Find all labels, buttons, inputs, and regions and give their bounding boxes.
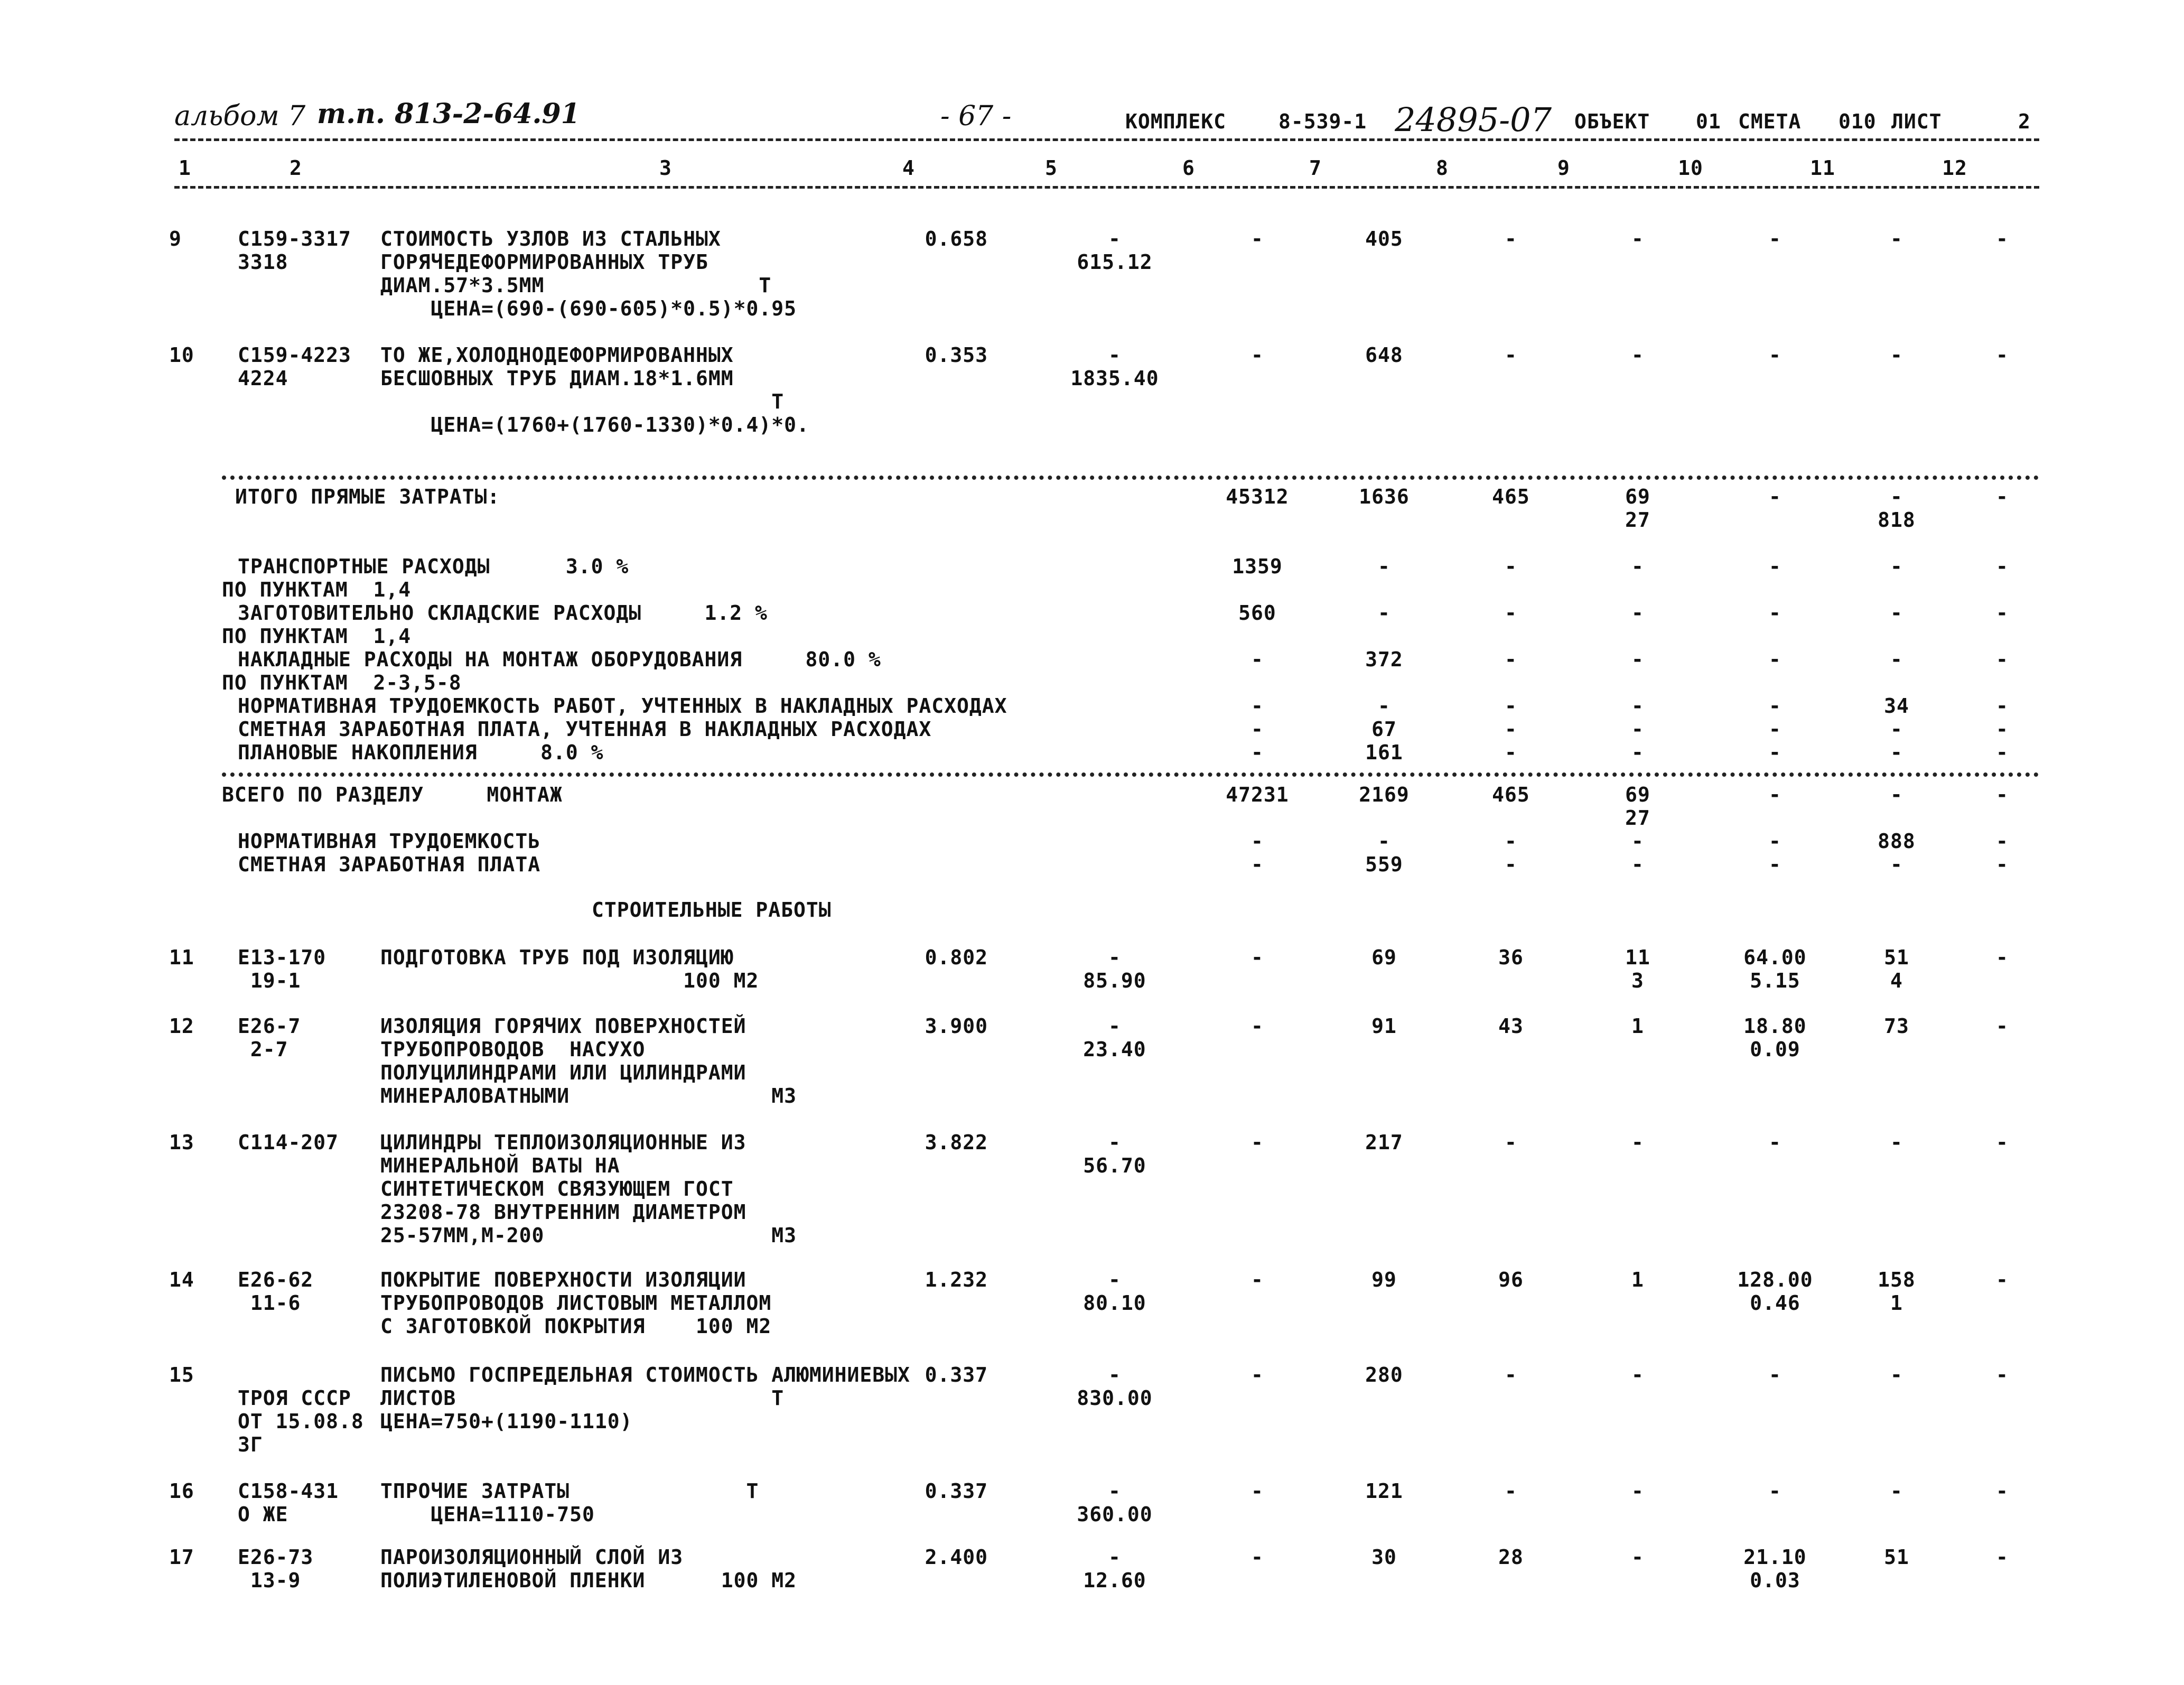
overhead-line-c8: - — [1505, 741, 1517, 764]
row-12-number: 12 — [169, 1014, 194, 1038]
section-title: СТРОИТЕЛЬНЫЕ РАБОТЫ — [592, 898, 832, 921]
row-13-description: ЦИЛИНДРЫ ТЕПЛОИЗОЛЯЦИОННЫЕ ИЗ — [380, 1131, 746, 1154]
norm-labor-label: НОРМАТИВНАЯ ТРУДОЕМКОСТЬ — [238, 830, 541, 853]
row-15-c11: - — [1890, 1363, 1903, 1386]
row-17-code: Е26-73 — [238, 1546, 314, 1569]
row-12-code: Е26-7 — [238, 1014, 301, 1038]
overhead-line-c10: - — [1769, 601, 1781, 625]
row-17-unit-cost-mark: - — [1108, 1546, 1121, 1569]
overhead-line-c7: - — [1378, 555, 1390, 578]
doc-number: 24895-07 — [1395, 100, 1552, 139]
overhead-line-c6: - — [1251, 694, 1264, 718]
norm-labor-c10: - — [1769, 830, 1781, 853]
row-9-code: С159-3317 — [238, 227, 351, 250]
row-14-code: Е26-62 — [238, 1268, 314, 1291]
row-16-unit-cost: 360.00 — [1077, 1503, 1153, 1526]
row-12-quantity: 3.900 — [925, 1014, 988, 1038]
overhead-line-c8: - — [1505, 648, 1517, 671]
column-header-7: 7 — [1309, 156, 1322, 180]
row-11-c11-sub: 4 — [1890, 969, 1903, 992]
section-total-label: ВСЕГО ПО РАЗДЕЛУ МОНТАЖ — [222, 783, 563, 806]
row-13-c7: 217 — [1365, 1131, 1403, 1154]
row-9-c6: - — [1251, 227, 1264, 250]
row-14-unit-cost-mark: - — [1108, 1268, 1121, 1291]
row-12-c10-sub: 0.09 — [1750, 1038, 1800, 1061]
row-13-description: 23208-78 ВНУТРЕННИМ ДИАМЕТРОМ — [380, 1200, 746, 1224]
overhead-line-c12: - — [1996, 648, 2009, 671]
overhead-line-c8: - — [1505, 555, 1517, 578]
section-total-c12: - — [1996, 783, 2009, 806]
column-header-11: 11 — [1810, 156, 1835, 180]
overhead-line-c10: - — [1769, 648, 1781, 671]
section-total-c8: 465 — [1492, 783, 1530, 806]
overhead-line-c10: - — [1769, 694, 1781, 718]
row-15-c6: - — [1251, 1363, 1264, 1386]
row-13-unit-cost: 56.70 — [1083, 1154, 1146, 1177]
row-12-code: 2-7 — [238, 1038, 288, 1061]
row-10-unit-cost-mark: - — [1108, 343, 1121, 367]
row-10-description: ЦЕНА=(1760+(1760-1330)*0.4)*0. — [380, 413, 809, 436]
overhead-line-c10: - — [1769, 718, 1781, 741]
overhead-line-c8: - — [1505, 601, 1517, 625]
row-10-c7: 648 — [1365, 343, 1403, 367]
direct-costs-c7: 1636 — [1359, 485, 1410, 508]
row-17-c10-sub: 0.03 — [1750, 1569, 1800, 1592]
row-15-code: ТРОЯ СССР — [238, 1386, 351, 1410]
row-15-c10: - — [1769, 1363, 1781, 1386]
row-14-c8: 96 — [1498, 1268, 1524, 1291]
row-14-c11-sub: 1 — [1890, 1291, 1903, 1315]
overhead-line: ПЛАНОВЫЕ НАКОПЛЕНИЯ 8.0 % — [238, 741, 604, 764]
separator-dots — [222, 772, 2039, 777]
row-16-quantity: 0.337 — [925, 1479, 988, 1503]
direct-costs-c6: 45312 — [1226, 485, 1289, 508]
row-9-description: ЦЕНА=(690-(690-605)*0.5)*0.95 — [380, 297, 797, 320]
overhead-line-c12: - — [1996, 718, 2009, 741]
overhead-line-c6: - — [1251, 648, 1264, 671]
sheet-num: 2 — [2018, 110, 2031, 133]
row-12-unit-cost: 23.40 — [1083, 1038, 1146, 1061]
row-15-quantity: 0.337 — [925, 1363, 988, 1386]
overhead-line-c6: - — [1251, 741, 1264, 764]
overhead-line-c11: - — [1890, 741, 1903, 764]
direct-costs-c12: - — [1996, 485, 2009, 508]
row-13-c9: - — [1631, 1131, 1644, 1154]
row-17-c10: 21.10 — [1743, 1546, 1807, 1569]
row-9-c8: - — [1505, 227, 1517, 250]
wage-c9: - — [1631, 853, 1644, 876]
row-15-number: 15 — [169, 1363, 194, 1386]
row-16-number: 16 — [169, 1479, 194, 1503]
row-12-c7: 91 — [1371, 1014, 1397, 1038]
row-9-quantity: 0.658 — [925, 227, 988, 250]
row-16-c12: - — [1996, 1479, 2009, 1503]
row-11-c10-sub: 5.15 — [1750, 969, 1800, 992]
row-9-c10: - — [1769, 227, 1781, 250]
overhead-line-c6: - — [1251, 718, 1264, 741]
direct-costs-c8: 465 — [1492, 485, 1530, 508]
row-15-description: ЛИСТОВ Т — [380, 1386, 785, 1410]
row-11-c7: 69 — [1371, 946, 1397, 969]
row-9-c12: - — [1996, 227, 2009, 250]
row-17-c12: - — [1996, 1546, 2009, 1569]
row-15-unit-cost: 830.00 — [1077, 1386, 1153, 1410]
row-9-c9: - — [1631, 227, 1644, 250]
row-12-c12: - — [1996, 1014, 2009, 1038]
row-10-unit-cost: 1835.40 — [1070, 367, 1159, 390]
overhead-line-c10: - — [1769, 741, 1781, 764]
row-13-description: 25-57ММ,М-200 M3 — [380, 1224, 797, 1247]
overhead-line-c10: - — [1769, 555, 1781, 578]
row-13-c12: - — [1996, 1131, 2009, 1154]
overhead-line-c12: - — [1996, 741, 2009, 764]
overhead-line-c7: 372 — [1365, 648, 1403, 671]
row-10-description: ТО ЖЕ,ХОЛОДНОДЕФОРМИРОВАННЫХ — [380, 343, 734, 367]
row-15-unit-cost-mark: - — [1108, 1363, 1121, 1386]
row-10-number: 10 — [169, 343, 194, 367]
row-13-c11: - — [1890, 1131, 1903, 1154]
row-9-unit-cost: 615.12 — [1077, 250, 1153, 274]
wage-c8: - — [1505, 853, 1517, 876]
row-10-description: БЕСШОВНЫХ ТРУБ ДИАМ.18*1.6ММ — [380, 367, 734, 390]
row-9-number: 9 — [169, 227, 182, 250]
row-11-c6: - — [1251, 946, 1264, 969]
column-header-5: 5 — [1045, 156, 1058, 180]
row-11-c8: 36 — [1498, 946, 1524, 969]
wage-c10: - — [1769, 853, 1781, 876]
row-16-c7: 121 — [1365, 1479, 1403, 1503]
complex-label: КОМПЛЕКС — [1125, 110, 1227, 133]
overhead-line-c11: - — [1890, 555, 1903, 578]
column-header-3: 3 — [659, 156, 672, 180]
overhead-line-c6: 560 — [1238, 601, 1276, 625]
row-10-c6: - — [1251, 343, 1264, 367]
row-12-c10: 18.80 — [1743, 1014, 1807, 1038]
row-10-quantity: 0.353 — [925, 343, 988, 367]
row-10-code: С159-4223 — [238, 343, 351, 367]
overhead-line: НОРМАТИВНАЯ ТРУДОЕМКОСТЬ РАБОТ, УЧТЕННЫХ В НАКЛАДНЫХ РАСХОДАХ — [238, 694, 1007, 718]
page-number: - 67 - — [940, 100, 1012, 132]
overhead-line: НАКЛАДНЫЕ РАСХОДЫ НА МОНТАЖ ОБОРУДОВАНИЯ 80.0 % — [238, 648, 881, 671]
row-12-description: ТРУБОПРОВОДОВ НАСУХО — [380, 1038, 646, 1061]
row-15-c8: - — [1505, 1363, 1517, 1386]
overhead-line: ТРАНСПОРТНЫЕ РАСХОДЫ 3.0 % — [238, 555, 629, 578]
row-16-c11: - — [1890, 1479, 1903, 1503]
row-17-c9: - — [1631, 1546, 1644, 1569]
row-11-c12: - — [1996, 946, 2009, 969]
row-11-description: 100 М2 — [380, 969, 759, 992]
row-17-description: ПАРОИЗОЛЯЦИОННЫЙ СЛОЙ ИЗ — [380, 1546, 684, 1569]
row-16-c8: - — [1505, 1479, 1517, 1503]
row-10-c11: - — [1890, 343, 1903, 367]
wage-c7: 559 — [1365, 853, 1403, 876]
row-12-description: ИЗОЛЯЦИЯ ГОРЯЧИХ ПОВЕРХНОСТЕЙ — [380, 1014, 746, 1038]
section-total-c10: - — [1769, 783, 1781, 806]
overhead-line-c6: 1359 — [1232, 555, 1283, 578]
overhead-line-c9: - — [1631, 718, 1644, 741]
row-13-c6: - — [1251, 1131, 1264, 1154]
row-12-description: МИНЕРАЛОВАТНЫМИ M3 — [380, 1084, 797, 1107]
row-13-number: 13 — [169, 1131, 194, 1154]
row-14-c7: 99 — [1371, 1268, 1397, 1291]
row-10-code: 4224 — [238, 367, 288, 390]
row-13-description: СИНТЕТИЧЕСКОМ СВЯЗУЮЩЕМ ГОСТ — [380, 1177, 734, 1200]
row-10-c8: - — [1505, 343, 1517, 367]
row-11-unit-cost: 85.90 — [1083, 969, 1146, 992]
direct-costs-label: ИТОГО ПРЯМЫЕ ЗАТРАТЫ: — [235, 485, 500, 508]
overhead-line-c8: - — [1505, 694, 1517, 718]
row-13-c8: - — [1505, 1131, 1517, 1154]
overhead-line-c12: - — [1996, 694, 2009, 718]
section-total-c9-sub: 27 — [1625, 806, 1650, 830]
row-11-c9: 11 — [1625, 946, 1650, 969]
norm-labor-c12: - — [1996, 830, 2009, 853]
row-11-c11: 51 — [1884, 946, 1909, 969]
album-label: альбом 7 — [174, 100, 306, 132]
smeta-num: 010 — [1838, 110, 1877, 133]
object-label: ОБЪЕКТ — [1574, 110, 1650, 133]
overhead-line-c11: - — [1890, 601, 1903, 625]
overhead-line-c9: - — [1631, 694, 1644, 718]
overhead-line: ПО ПУНКТАМ 1,4 — [222, 578, 412, 601]
row-11-description: ПОДГОТОВКА ТРУБ ПОД ИЗОЛЯЦИЮ — [380, 946, 734, 969]
row-9-code: 3318 — [238, 250, 288, 274]
row-10-description: Т — [380, 390, 785, 413]
row-12-description: ПОЛУЦИЛИНДРАМИ ИЛИ ЦИЛИНДРАМИ — [380, 1061, 746, 1084]
row-14-c11: 158 — [1878, 1268, 1916, 1291]
row-13-quantity: 3.822 — [925, 1131, 988, 1154]
row-13-description: МИНЕРАЛЬНОЙ ВАТЫ НА — [380, 1154, 620, 1177]
row-12-unit-cost-mark: - — [1108, 1014, 1121, 1038]
row-14-c10-sub: 0.46 — [1750, 1291, 1800, 1315]
sheet-label: ЛИСТ — [1891, 110, 1942, 133]
column-header-9: 9 — [1557, 156, 1570, 180]
column-header-6: 6 — [1182, 156, 1195, 180]
overhead-line-c7: 161 — [1365, 741, 1403, 764]
row-12-c6: - — [1251, 1014, 1264, 1038]
row-14-c9: 1 — [1631, 1268, 1644, 1291]
wage-c6: - — [1251, 853, 1264, 876]
column-header-8: 8 — [1436, 156, 1449, 180]
row-9-description: СТОИМОСТЬ УЗЛОВ ИЗ СТАЛЬНЫХ — [380, 227, 721, 250]
wage-label: СМЕТНАЯ ЗАРАБОТНАЯ ПЛАТА — [238, 853, 541, 876]
row-17-description: ПОЛИЭТИЛЕНОВОЙ ПЛЕНКИ 100 М2 — [380, 1569, 797, 1592]
row-11-number: 11 — [169, 946, 194, 969]
section-total-c9: 69 — [1625, 783, 1650, 806]
overhead-line-c11: - — [1890, 718, 1903, 741]
row-14-unit-cost: 80.10 — [1083, 1291, 1146, 1315]
row-9-c11: - — [1890, 227, 1903, 250]
row-12-c11: 73 — [1884, 1014, 1909, 1038]
direct-costs-c11: - — [1890, 485, 1903, 508]
row-17-unit-cost: 12.60 — [1083, 1569, 1146, 1592]
row-17-c7: 30 — [1371, 1546, 1397, 1569]
tp-number: т.п. 813-2-64.91 — [317, 98, 580, 130]
section-total-c11: - — [1890, 783, 1903, 806]
overhead-line: СМЕТНАЯ ЗАРАБОТНАЯ ПЛАТА, УЧТЕННАЯ В НАКЛАДНЫХ РАСХОДАХ — [238, 718, 932, 741]
norm-labor-c9: - — [1631, 830, 1644, 853]
row-16-unit-cost-mark: - — [1108, 1479, 1121, 1503]
row-17-c6: - — [1251, 1546, 1264, 1569]
row-11-c9-sub: 3 — [1631, 969, 1644, 992]
row-16-description: ТПРОЧИЕ ЗАТРАТЫ Т — [380, 1479, 759, 1503]
row-16-description: ЦЕНА=1110-750 — [380, 1503, 595, 1526]
row-15-description: ПИСЬМО ГОСПРЕДЕЛЬНАЯ СТОИМОСТЬ АЛЮМИНИЕВЫХ — [380, 1363, 910, 1386]
row-15-code: ОТ 15.08.8 — [238, 1410, 364, 1433]
row-12-c9: 1 — [1631, 1014, 1644, 1038]
section-total-c7: 2169 — [1359, 783, 1410, 806]
column-header-4: 4 — [902, 156, 915, 180]
object-num: 01 — [1696, 110, 1721, 133]
overhead-line-c9: - — [1631, 555, 1644, 578]
header-rule — [174, 138, 2039, 141]
row-13-code: С114-207 — [238, 1131, 339, 1154]
norm-labor-c8: - — [1505, 830, 1517, 853]
row-14-c6: - — [1251, 1268, 1264, 1291]
row-14-description: ТРУБОПРОВОДОВ ЛИСТОВЫМ МЕТАЛЛОМ — [380, 1291, 772, 1315]
overhead-line: ПО ПУНКТАМ 2-3,5-8 — [222, 671, 462, 694]
row-16-c6: - — [1251, 1479, 1264, 1503]
row-14-c12: - — [1996, 1268, 2009, 1291]
wage-c11: - — [1890, 853, 1903, 876]
row-10-c10: - — [1769, 343, 1781, 367]
smeta-label: СМЕТА — [1738, 110, 1802, 133]
row-10-c12: - — [1996, 343, 2009, 367]
wage-c12: - — [1996, 853, 2009, 876]
row-14-number: 14 — [169, 1268, 194, 1291]
row-12-c8: 43 — [1498, 1014, 1524, 1038]
overhead-line-c9: - — [1631, 741, 1644, 764]
row-17-number: 17 — [169, 1546, 194, 1569]
row-16-code: С158-431 — [238, 1479, 339, 1503]
column-header-2: 2 — [290, 156, 302, 180]
row-13-c10: - — [1769, 1131, 1781, 1154]
row-11-code: 19-1 — [238, 969, 301, 992]
row-16-c9: - — [1631, 1479, 1644, 1503]
row-9-description: ГОРЯЧЕДЕФОРМИРОВАННЫХ ТРУБ — [380, 250, 708, 274]
direct-costs-c11-sub: 818 — [1878, 508, 1916, 532]
row-9-description: ДИАМ.57*3.5ММ Т — [380, 274, 772, 297]
row-9-unit-cost-mark: - — [1108, 227, 1121, 250]
row-11-code: Е13-170 — [238, 946, 326, 969]
overhead-line-c11: - — [1890, 648, 1903, 671]
row-16-code: О ЖЕ — [238, 1503, 288, 1526]
row-10-c9: - — [1631, 343, 1644, 367]
overhead-line: ЗАГОТОВИТЕЛЬНО СКЛАДСКИЕ РАСХОДЫ 1.2 % — [238, 601, 768, 625]
row-15-c9: - — [1631, 1363, 1644, 1386]
overhead-line-c12: - — [1996, 555, 2009, 578]
column-header-1: 1 — [179, 156, 191, 180]
overhead-line-c7: - — [1378, 694, 1390, 718]
row-17-quantity: 2.400 — [925, 1546, 988, 1569]
section-total-c6: 47231 — [1226, 783, 1289, 806]
overhead-line-c9: - — [1631, 601, 1644, 625]
row-14-c10: 128.00 — [1737, 1268, 1813, 1291]
row-15-c12: - — [1996, 1363, 2009, 1386]
column-header-12: 12 — [1942, 156, 1967, 180]
row-14-description: С ЗАГОТОВКОЙ ПОКРЫТИЯ 100 М2 — [380, 1315, 772, 1338]
overhead-line-c7: - — [1378, 601, 1390, 625]
row-13-unit-cost-mark: - — [1108, 1131, 1121, 1154]
row-15-description: ЦЕНА=750+(1190-1110) — [380, 1410, 633, 1433]
complex-code: 8-539-1 — [1278, 110, 1367, 133]
norm-labor-c6: - — [1251, 830, 1264, 853]
row-16-c10: - — [1769, 1479, 1781, 1503]
norm-labor-c7: - — [1378, 830, 1390, 853]
row-11-quantity: 0.802 — [925, 946, 988, 969]
row-9-c7: 405 — [1365, 227, 1403, 250]
overhead-line-c12: - — [1996, 601, 2009, 625]
row-17-c11: 51 — [1884, 1546, 1909, 1569]
row-14-code: 11-6 — [238, 1291, 301, 1315]
overhead-line: ПО ПУНКТАМ 1,4 — [222, 625, 412, 648]
column-header-10: 10 — [1678, 156, 1703, 180]
direct-costs-c9: 69 — [1625, 485, 1650, 508]
direct-costs-c10: - — [1769, 485, 1781, 508]
row-15-code: 3Г — [238, 1433, 263, 1456]
overhead-line-c8: - — [1505, 718, 1517, 741]
row-14-quantity: 1.232 — [925, 1268, 988, 1291]
row-17-c8: 28 — [1498, 1546, 1524, 1569]
overhead-line-c7: 67 — [1371, 718, 1397, 741]
overhead-line-c11: 34 — [1884, 694, 1909, 718]
direct-costs-c9-sub: 27 — [1625, 508, 1650, 532]
row-11-c10: 64.00 — [1743, 946, 1807, 969]
row-14-description: ПОКРЫТИЕ ПОВЕРХНОСТИ ИЗОЛЯЦИИ — [380, 1268, 746, 1291]
norm-labor-c11: 888 — [1878, 830, 1916, 853]
row-11-unit-cost-mark: - — [1108, 946, 1121, 969]
column-header-rule — [174, 186, 2039, 189]
row-17-code: 13-9 — [238, 1569, 301, 1592]
row-15-c7: 280 — [1365, 1363, 1403, 1386]
overhead-line-c9: - — [1631, 648, 1644, 671]
separator-dots — [222, 476, 2039, 480]
